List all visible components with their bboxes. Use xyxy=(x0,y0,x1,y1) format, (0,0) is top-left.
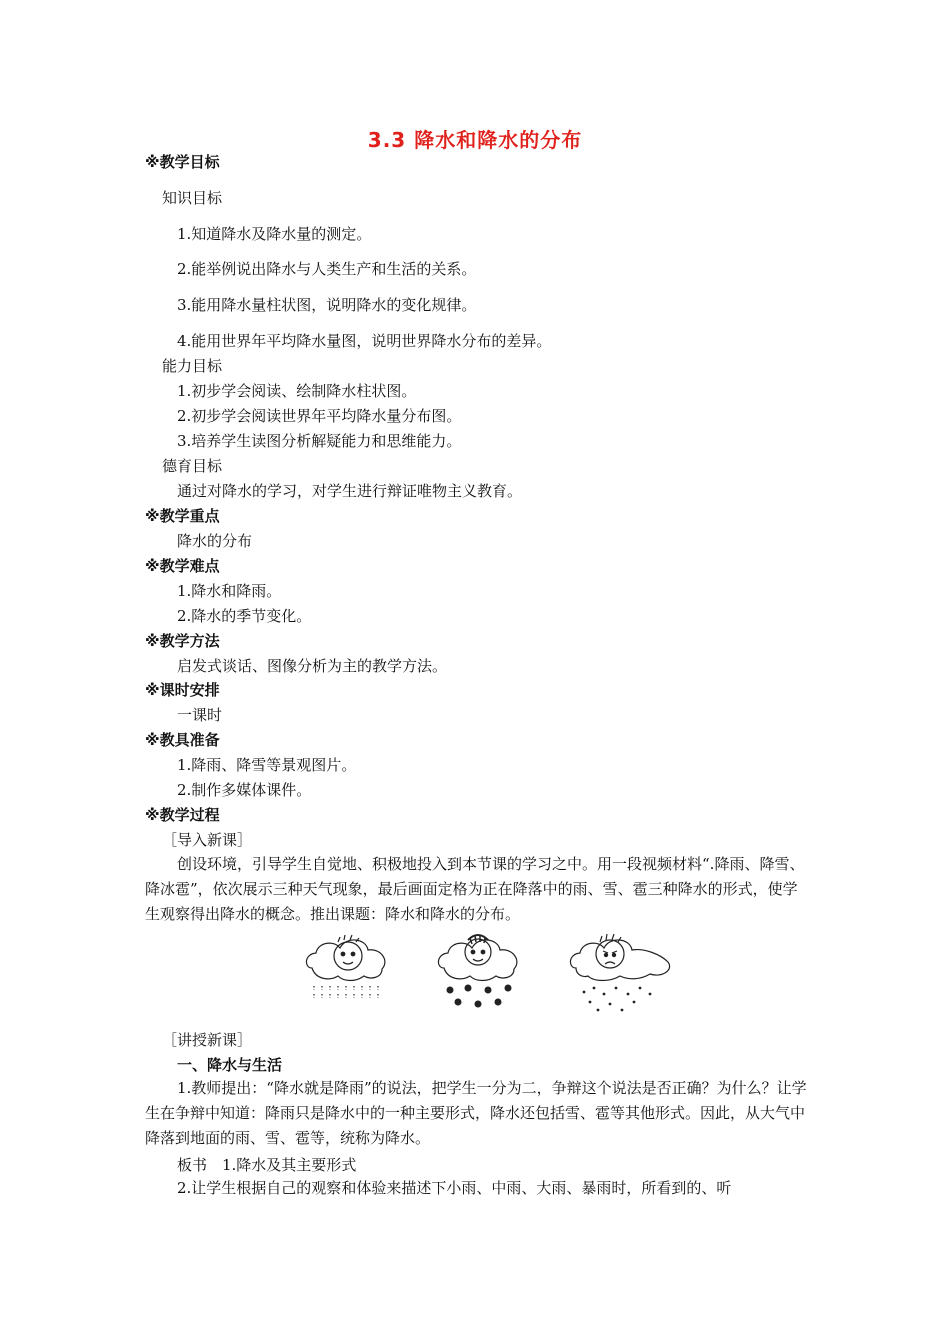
subheading-ability: 能力目标 xyxy=(162,357,223,375)
list-item: 3.能用降水量柱状图，说明降水的变化规律。 xyxy=(177,296,477,314)
moral-text: 通过对降水的学习，对学生进行辩证唯物主义教育。 xyxy=(177,482,523,500)
intro-paragraph: 创设环境，引导学生自觉地、积极地投入到本节课的学习之中。用一段视频材料“.降雨、降雪、降冰雹”，依次展示三种天气现象，最后画面定格为正在降落中的雨、雪、雹三种降水的形式，使学生观察得出降水的概念。推出课题：降水和降水的分布。 xyxy=(145,855,805,923)
section-heading-tools: ※教具准备 xyxy=(145,731,220,749)
list-item: 2.降水的季节变化。 xyxy=(177,607,312,625)
board-note: 板书 1.降水及其主要形式 xyxy=(177,1156,357,1174)
rain-cloud-icon xyxy=(306,935,384,998)
schedule-text: 一课时 xyxy=(177,706,223,724)
subheading-intro: ［导入新课］ xyxy=(162,831,253,849)
subheading-new-lesson: ［讲授新课］ xyxy=(162,1031,253,1049)
list-item: 2.制作多媒体课件。 xyxy=(177,781,312,799)
list-item: 2.初步学会阅读世界年平均降水量分布图。 xyxy=(177,407,462,425)
hail-cloud-icon xyxy=(570,934,669,1011)
list-item: 1.初步学会阅读、绘制降水柱状图。 xyxy=(177,382,417,400)
paragraph-2: 2.让学生根据自己的观察和体验来描述下小雨、中雨、大雨、暴雨时，所看到的、听 xyxy=(177,1179,732,1197)
weather-clouds-illustration xyxy=(300,928,690,1018)
list-item: 1.降水和降雨。 xyxy=(177,582,282,600)
section-heading-method: ※教学方法 xyxy=(145,632,220,650)
section-title-precipitation-life: 一、降水与生活 xyxy=(177,1056,283,1074)
list-item: 1.知道降水及降水量的测定。 xyxy=(177,225,372,243)
section-heading-key-point: ※教学重点 xyxy=(145,507,220,525)
section-heading-difficulty: ※教学难点 xyxy=(145,557,220,575)
paragraph-1: 1.教师提出：“降水就是降雨”的说法，把学生一分为二，争辩这个说法是否正确？为什么？让学生在争辩中知道：降雨只是降水中的一种主要形式，降水还包括雪、雹等其他形式。因此，从大气中降落到地面的雨、雪、雹等，统称为降水。 xyxy=(145,1079,807,1147)
list-item: 3.培养学生读图分析解疑能力和思维能力。 xyxy=(177,432,462,450)
method-text: 启发式谈话、图像分析为主的教学方法。 xyxy=(177,657,448,675)
subheading-knowledge: 知识目标 xyxy=(162,189,223,207)
section-heading-goals: ※教学目标 xyxy=(145,153,220,171)
list-item: 1.降雨、降雪等景观图片。 xyxy=(177,756,357,774)
subheading-moral: 德育目标 xyxy=(162,457,223,475)
list-item: 4.能用世界年平均降水量图，说明世界降水分布的差异。 xyxy=(177,332,552,350)
section-heading-schedule: ※课时安排 xyxy=(145,681,220,699)
key-point-text: 降水的分布 xyxy=(177,532,253,550)
list-item: 2.能举例说出降水与人类生产和生活的关系。 xyxy=(177,260,477,278)
page-title: 3.3 降水和降水的分布 xyxy=(367,128,583,152)
section-heading-process: ※教学过程 xyxy=(145,806,220,824)
snow-cloud-icon xyxy=(438,935,516,1008)
